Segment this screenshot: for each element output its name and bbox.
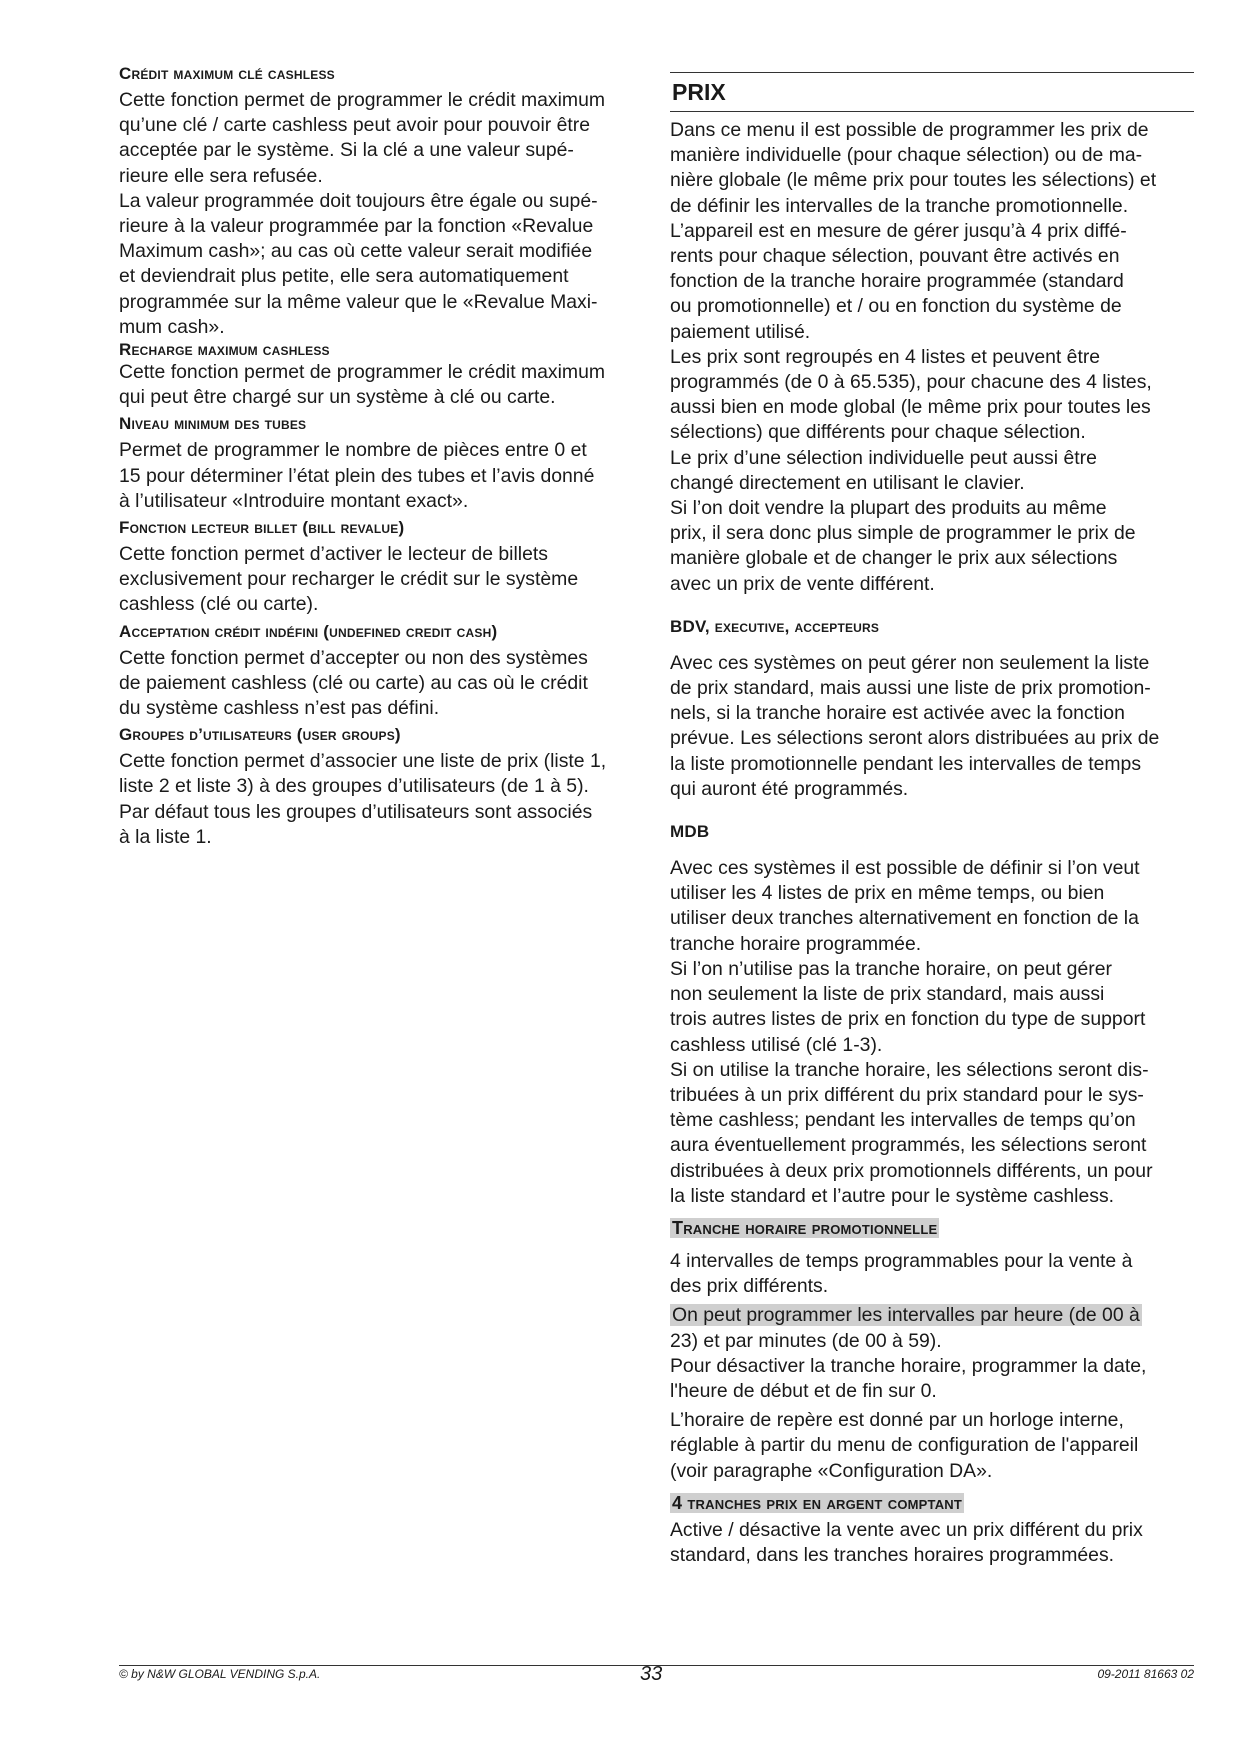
paragraph-lecteur-billet: Cette fonction permet d’activer le lecteur de billets exclusivement pour recharger le crédit sur le système cashless (clé ou carte). [119,543,579,616]
heading-groupes-utilisateurs: Groupes d’utilisateurs (user groups) [119,725,401,745]
paragraph-mdb: Avec ces systèmes il est possible de définir si l’on veut utiliser les 4 listes de prix en même temps, ou bien utiliser deux tranches alternativement en fonction de la tranche horaire programmée. Si l’on n’utilise pas la tranche horaire, on peut gérer non seulement la liste de prix standard, mais aussi trois autres listes de prix en fonction du type de support cashless utilisé (clé 1-3). Si on utilise la tranche horaire, les sélections seront dis- tribuées à un prix différent du prix standard pour le sys- tème cashless; pendant les intervalles de temps qu’on aura éventuellement programmés, les sélections seront distribuées à deux prix promotionnels différents, un pour la liste standard et l’autre pour le système cashless. [670,857,1153,1207]
paragraph-niveau-tubes: Permet de programmer le nombre de pièces entre 0 et 15 pour déterminer l’état plein des tubes et l’avis donné à l’utilisateur «Introduire montant exact». [119,439,595,512]
paragraph-acceptation-credit: Cette fonction permet d’accepter ou non des systèmes de paiement cashless (clé ou carte) au cas où le crédit du système cashless n’est pas défini. [119,646,588,720]
paragraph-tranche-intervalles: 4 intervalles de temps programmables pour la vente à des prix différents. [670,1249,1133,1298]
heading-acceptation-credit: Acceptation crédit indéfini (undefined credit cash) [119,621,498,641]
heading-argent-comptant-wrap [670,1492,1194,1514]
paragraph-recharge-maximum: Cette fonction permet de programmer le crédit maximum qui peut être chargé sur un système à clé ou carte. [119,361,606,409]
paragraph-argent-comptant: Active / désactive la vente avec un prix différent du prix standard, dans les tranches horaires programmées. [670,1518,1143,1566]
footer-doc-code: 09-2011 81663 02 [1097,1667,1194,1681]
paragraph-credit-maximum: Cette fonction permet de programmer le crédit maximum qu’une clé / carte cashless peut avoir pour pouvoir être acceptée par le système. Si la clé a une valeur supé- rieure elle sera refusée. La valeur programmée doit toujours être égale ou supé- rieure à la valeur programmée par la fonction «Revalue Maximum cash»; au cas où cette valeur serait modifiée et deviendrait plus petite, elle sera automatiquement programmée sur la même valeur que le «Revalue Maxi- mum cash». [119,89,606,338]
section-title-prix: PRIX [670,72,1194,112]
right-column [670,64,1194,1568]
heading-argent-comptant: 4 tranches prix en argent comptant [672,1492,963,1513]
paragraph-horaire-repere: L’horaire de repère est donné par un horloge interne, réglable à partir du menu de configuration de l'appareil (voir paragraphe «Configuration DA». [670,1409,1139,1482]
highlight-intervalles-heure: On peut programmer les intervalles par heure (de 00 à [672,1304,1140,1327]
heading-bdv: BDV, executive, accepteurs [670,616,880,636]
paragraph-tranche-highlight-wrap [670,1303,1194,1328]
paragraph-groupes-utilisateurs: Cette fonction permet d’associer une liste de prix (liste 1, liste 2 et liste 3) à des groupes d’utilisateurs (de 1 à 5). Par défaut tous les groupes d’utilisateurs sont associés à la liste 1. [119,750,607,848]
heading-mdb: MDB [670,822,710,842]
left-column [119,64,639,850]
heading-niveau-tubes: Niveau minimum des tubes [119,414,307,434]
heading-lecteur-billet: Fonction lecteur billet (bill revalue) [119,518,405,538]
paragraph-bdv: Avec ces systèmes on peut gérer non seulement la liste de prix standard, mais aussi une liste de prix promotion- nels, si la tranche horaire est activée avec la fonction prévue. Les sélections seront alors distribuées au prix de la liste promotionnelle pendant les intervalles de temps qui auront été programmés. [670,651,1160,800]
heading-recharge-maximum: Recharge maximum cashless [119,340,330,360]
heading-credit-maximum: Crédit maximum clé cashless [119,64,335,83]
paragraph-prix-intro: Dans ce menu il est possible de programmer les prix de manière individuelle (pour chaque sélection) ou de ma- nière globale (le même prix pour toutes les sélections) et de définir les intervalles de la tranche promotionnelle. L’appareil est en mesure de gérer jusqu’à 4 prix diffé- rents pour chaque sélection, pouvant être activés en fonction de la tranche horaire programmée (standard ou promotionnelle) et / ou en fonction du système de paiement utilisé. Les prix sont regroupés en 4 listes et peuvent être programmés (de 0 à 65.535), pour chacune des 4 listes, aussi bien en mode global (le même prix pour toutes les sélections) que différents pour chaque sélection. Le prix d’une sélection individuelle peut aussi être changé directement en utilisant le clavier. Si l’on doit vendre la plupart des produits au même prix, il sera donc plus simple de programmer le prix de manière globale et de changer le prix aux sélections avec un prix de vente différent. [670,119,1157,595]
heading-tranche-horaire-wrap [670,1217,1194,1239]
paragraph-tranche-minutes: 23) et par minutes (de 00 à 59). Pour désactiver la tranche horaire, programmer la date, l'heure de début et de fin sur 0. [670,1329,1147,1402]
page-number: 33 [640,1663,663,1685]
footer-copyright: © by N&W GLOBAL VENDING S.p.A. [119,1667,321,1681]
heading-tranche-horaire: Tranche horaire promotionnelle [672,1217,938,1238]
